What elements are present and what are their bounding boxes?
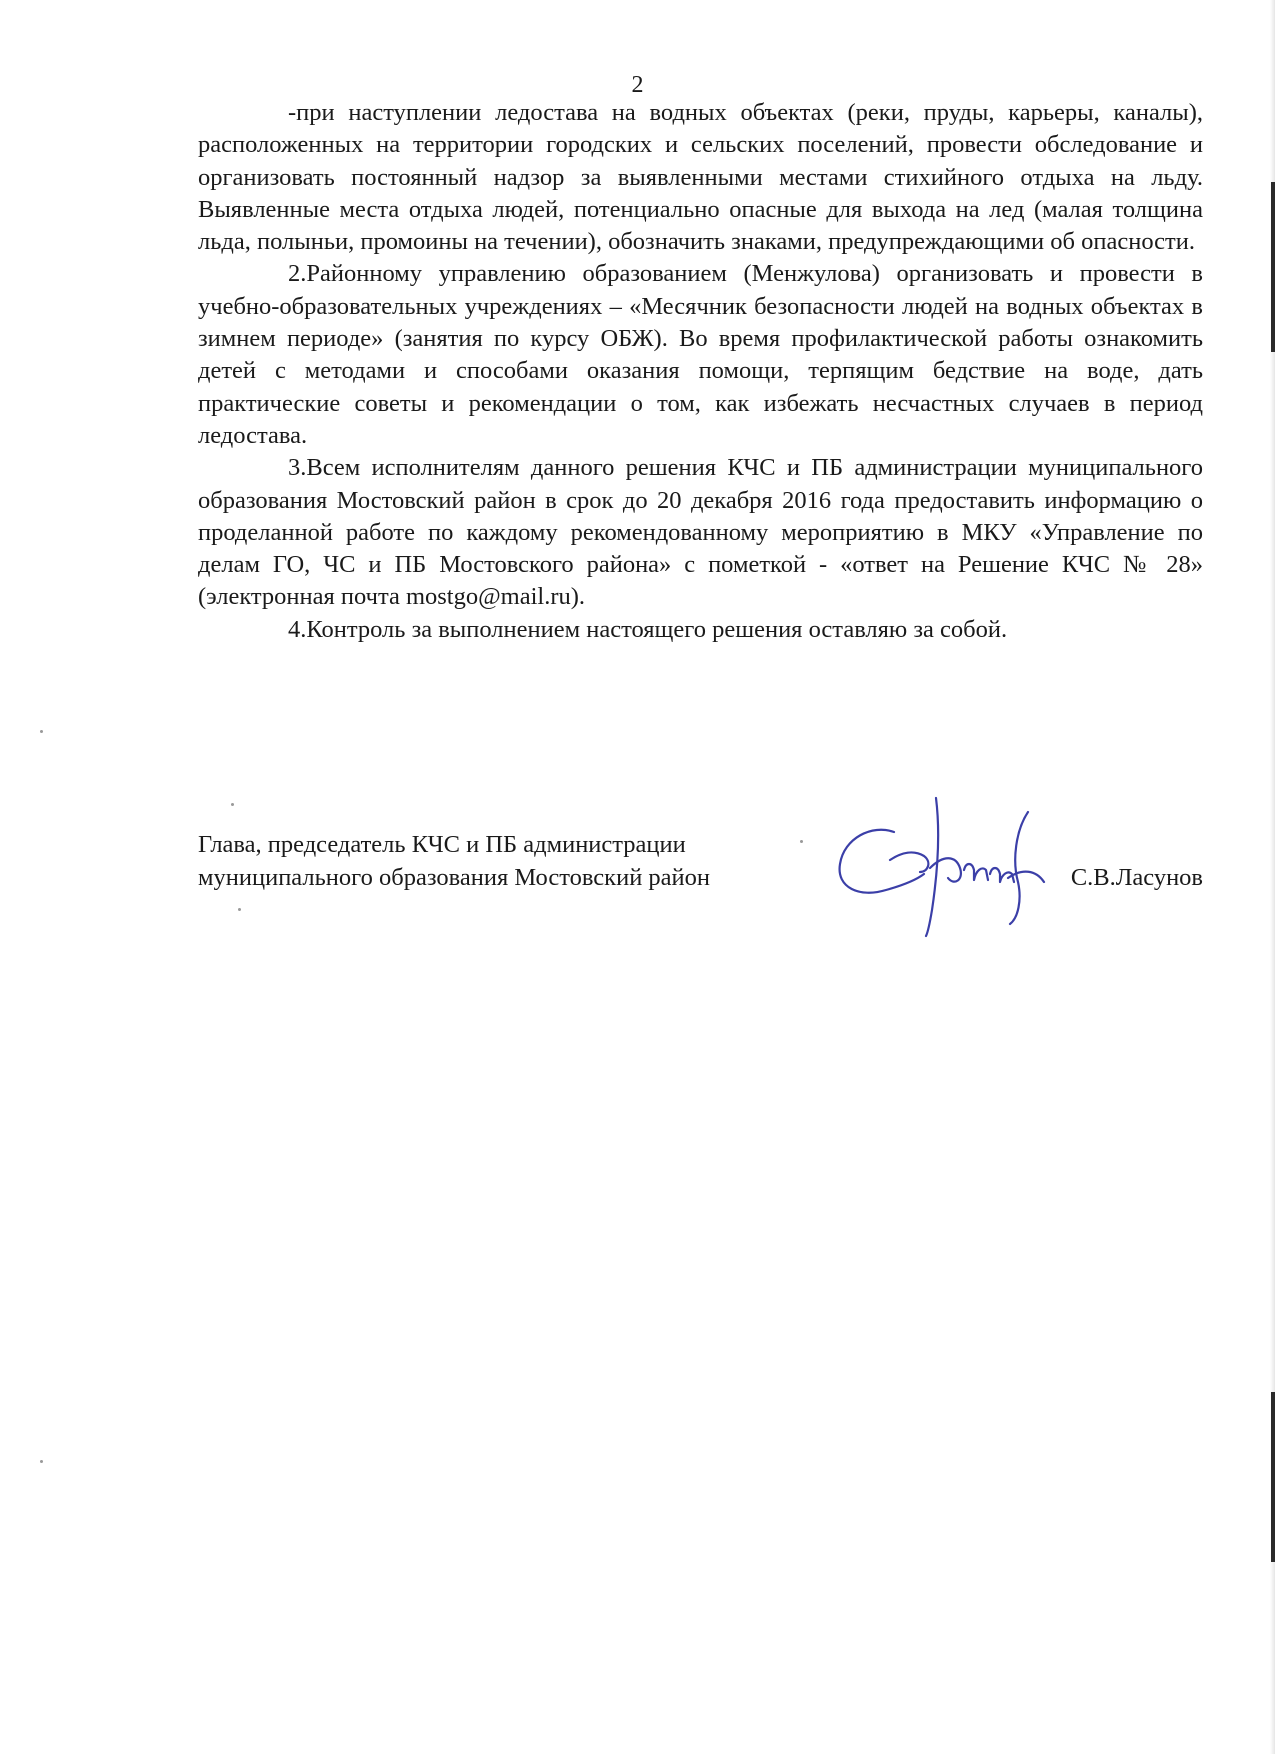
scan-speck xyxy=(40,1460,43,1463)
scan-edge-mark xyxy=(1271,1392,1275,1562)
paragraph-reporting: 3.Всем исполнителям данного решения КЧС и ПБ администрации муниципального образования Мостовский район в срок до 20 декабря 2016 года предоставить информацию о проделанной работе по каждому рекомендованному мероприятию в МКУ «Управление по делам ГО, ЧС и ПБ Мостовского района» с пометкой - «ответ на Решение КЧС № 28» (электронная почта mostgo@mail.ru). xyxy=(198,454,1203,611)
paragraph-education-department: 2.Районному управлению образованием (Менжулова) организовать и провести в учебно-образовательных учреждениях – «Месячник безопасности людей на водных объектах в зимнем периоде» (занятия по курсу ОБЖ). Во время профилактической работы ознакомить детей с методами и способами оказания помощи, терпящим бедствие на воде, дать практические советы и рекомендации о том, как избежать несчастных случаев в период ледостава. xyxy=(198,260,1203,449)
paragraph-ice-monitoring: -при наступлении ледостава на водных объектах (реки, пруды, карьеры, каналы), расположенных на территории городских и сельских поселений, провести обследование и организовать постоянный надзор за выявленными местами стихийного отдыха на льду. Выявленные места отдыха людей, потенциально опасные для выхода на лед (малая толщина льда, полыньи, промоины на течении), обозначить знаками, предупреждающими об опасности. xyxy=(198,99,1203,256)
scan-speck xyxy=(238,908,241,911)
signer-title-line-1: Глава, председатель КЧС и ПБ администрации xyxy=(198,831,686,858)
scan-edge-mark xyxy=(1271,182,1275,352)
signer-title xyxy=(198,828,838,894)
scan-speck xyxy=(231,803,234,806)
signer-name: С.В.Ласунов xyxy=(1070,864,1203,891)
handwritten-signature xyxy=(832,790,1068,940)
page-number: 2 xyxy=(631,72,644,98)
scan-speck xyxy=(800,840,803,843)
paragraph-control: 4.Контроль за выполнением настоящего решения оставляю за собой. xyxy=(288,615,1008,643)
document-body xyxy=(198,97,1203,646)
signer-title-line-2: муниципального образования Мостовский район xyxy=(198,864,711,891)
scan-speck xyxy=(40,730,43,733)
